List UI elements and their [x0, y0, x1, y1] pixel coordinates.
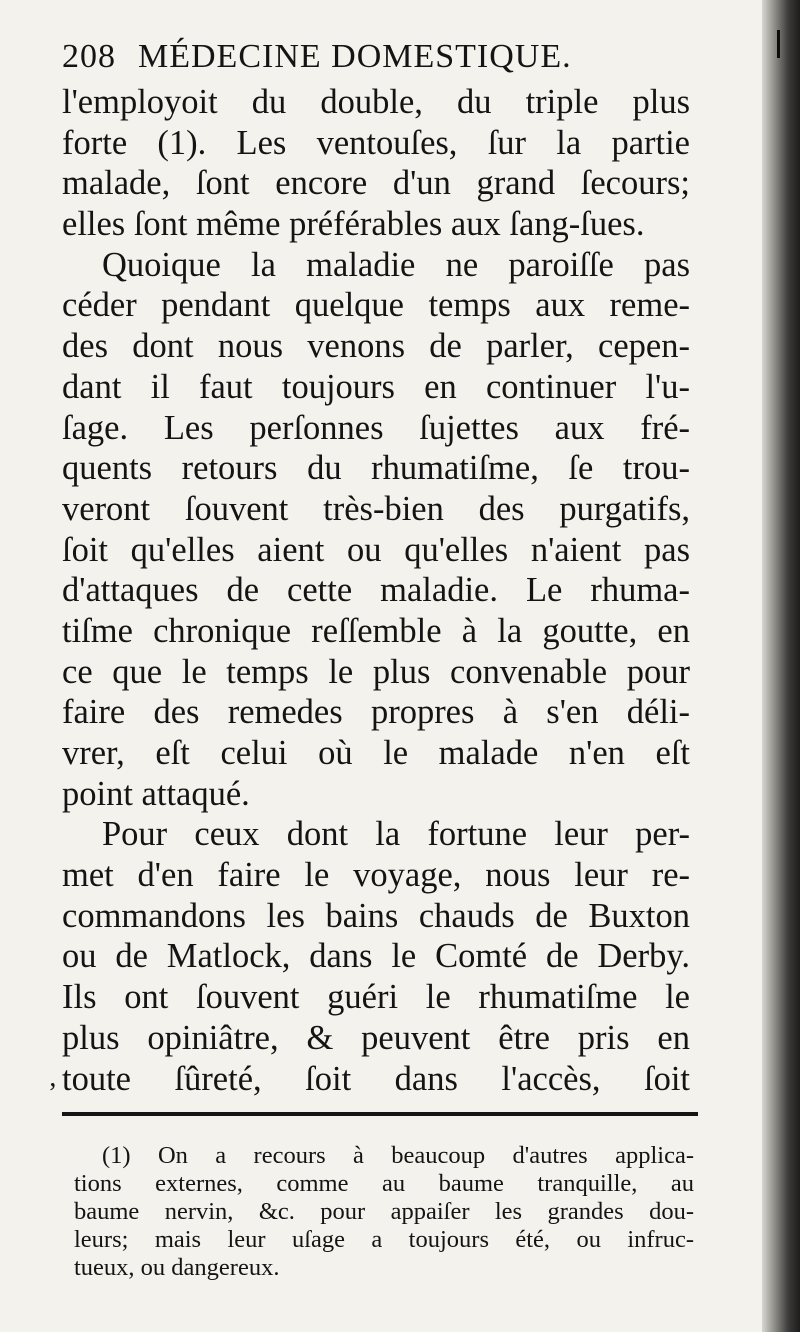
text-line: point attaqué.: [62, 774, 250, 813]
running-head: [62, 38, 762, 76]
text-line: met d'en faire le voyage, nous leur re-: [62, 856, 690, 895]
footnote-line: tions externes, comme au baume tranquille, au: [74, 1170, 694, 1197]
running-title: MÉDECINE DOMESTIQUE.: [138, 38, 572, 75]
page-edge-shadow: [762, 0, 800, 1332]
text-line: faire des remedes propres à s'en déli-: [62, 693, 690, 732]
footnote-line: baume nervin, &c. pour appaiſer les grandes dou-: [74, 1198, 694, 1225]
text-line: elles ſont même préférables aux ſang-ſues.: [62, 205, 645, 244]
footnote-line: leurs; mais leur uſage a toujours été, ou infruc-: [74, 1226, 694, 1253]
text-line: Ils ont ſouvent guéri le rhumatiſme le: [62, 978, 690, 1017]
text-line: malade, ſont encore d'un grand ſecours;: [62, 164, 690, 203]
text-line: ou de Matlock, dans le Comté de Derby.: [62, 937, 690, 976]
text-line: toute ſûreté, ſoit dans l'accès, ſoit: [62, 1059, 690, 1098]
footnote: [74, 1142, 694, 1282]
footnote-rule: [62, 1112, 698, 1116]
text-line: Pour ceux dont la fortune leur per-: [102, 815, 690, 854]
text-line: plus opiniâtre, & peuvent être pris en: [62, 1018, 690, 1057]
text-line: l'employoit du double, du triple plus: [62, 83, 690, 121]
text-line: d'attaques de cette maladie. Le rhuma-: [62, 571, 690, 610]
footnote-line: tueux, ou dangereux.: [74, 1254, 280, 1281]
text-line: Quoique la maladie ne paroiſſe pas: [102, 245, 690, 284]
page-number: 208: [62, 38, 116, 75]
text-line: ce que le temps le plus convenable pour: [62, 652, 690, 691]
page-edge-mark: [777, 30, 780, 58]
text-line: dant il faut toujours en continuer l'u-: [62, 367, 690, 406]
text-line: forte (1). Les ventouſes, ſur la partie: [62, 123, 690, 162]
text-line: céder pendant quelque temps aux reme-: [62, 286, 690, 325]
text-line: commandons les bains chauds de Buxton: [62, 896, 690, 935]
text-line: vrer, eſt celui où le malade n'en eſt: [62, 734, 690, 772]
body-text: [62, 82, 690, 1099]
text-line: ſoit qu'elles aient ou qu'elles n'aient pas: [62, 530, 690, 569]
text-line: quents retours du rhumatiſme, ſe trou-: [62, 449, 690, 488]
text-line: veront ſouvent très-bien des purgatifs,: [62, 489, 690, 528]
margin-mark: ‚: [48, 1062, 58, 1093]
text-line: tiſme chronique reſſemble à la goutte, en: [62, 611, 690, 650]
text-line: des dont nous venons de parler, cepen-: [62, 327, 690, 366]
text-line: ſage. Les perſonnes ſujettes aux fré-: [62, 408, 690, 447]
footnote-line: (1) On a recours à beaucoup d'autres applica-: [102, 1142, 694, 1169]
